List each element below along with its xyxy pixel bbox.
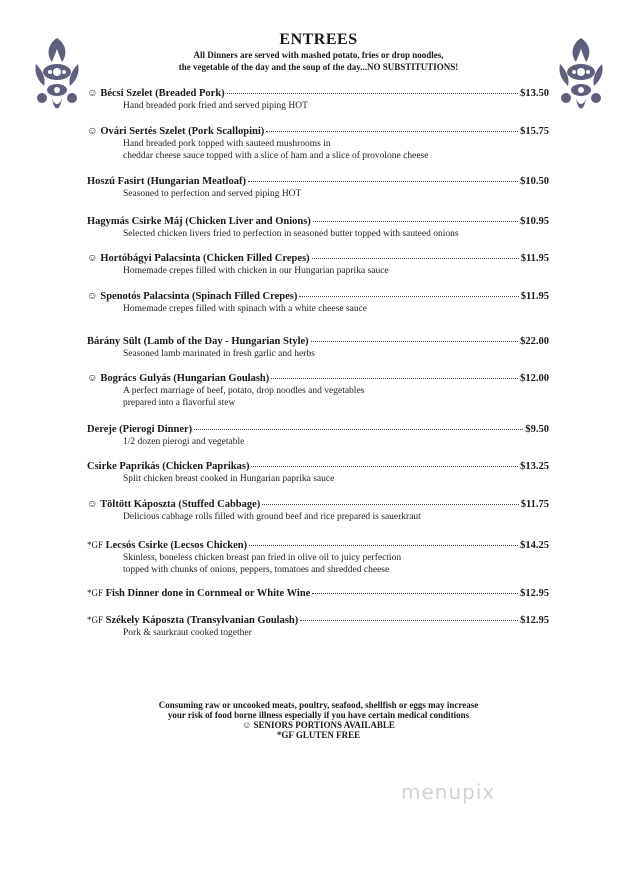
menu-item-line <box>87 252 549 265</box>
menu-item-line <box>87 498 549 511</box>
menu-item-price: $14.25 <box>520 540 549 551</box>
dot-leader <box>251 466 518 467</box>
gluten-free-marker: *GF <box>87 588 104 598</box>
gluten-free-marker: *GF <box>87 615 104 625</box>
menu-item-title: Hoszú Fasirt (Hungarian Meatloaf) <box>87 176 246 187</box>
menu-item <box>87 335 549 360</box>
menu-item-description: Homemade crepes filled with chicken in our Hungarian paprika sauce <box>123 266 389 276</box>
smiley-icon: ☺ <box>87 126 98 137</box>
menu-item-line <box>87 290 549 303</box>
dot-leader <box>266 131 518 132</box>
menu-item <box>87 423 549 448</box>
dot-leader <box>299 296 518 297</box>
menu-item-price: $11.75 <box>520 499 549 510</box>
menu-item-title: Bogrács Gulyás (Hungarian Goulash) <box>100 373 270 384</box>
gluten-free-marker: *GF <box>87 540 104 550</box>
menu-item <box>87 290 549 315</box>
menu-item-description: Skinless, boneless chicken breast pan fried in olive oil to juicy perfection <box>123 553 402 563</box>
dot-leader <box>313 221 518 222</box>
menu-item-title: Dereje (Pierogi Dinner) <box>87 424 193 435</box>
menu-item-price: $12.95 <box>520 615 549 626</box>
menu-item <box>87 87 549 112</box>
smiley-icon: ☺ <box>87 88 98 99</box>
menu-item-name <box>87 614 298 627</box>
menu-item-title: Hagymás Csirke Máj (Chicken Liver and Onions) <box>87 216 311 227</box>
page-title: ENTREES <box>279 31 358 48</box>
menu-item-price: $13.25 <box>520 461 549 472</box>
menu-item-name <box>87 539 247 552</box>
menu-item-price: $10.50 <box>520 176 549 187</box>
menu-item-title: Fish Dinner done in Cornmeal or White Wine <box>105 588 311 599</box>
menu-item <box>87 215 549 240</box>
menu-item-price: $10.95 <box>520 216 549 227</box>
menu-item-price: $22.00 <box>520 336 549 347</box>
menu-item-line <box>87 460 549 473</box>
menu-item <box>87 539 549 576</box>
dot-leader <box>194 429 523 430</box>
menu-item-description: Homemade crepes filled with spinach with a white cheese sauce <box>123 304 368 314</box>
menu-item <box>87 614 549 639</box>
menu-item-description: Seasoned to perfection and served piping HOT <box>123 189 302 199</box>
menu-item-name <box>87 175 246 188</box>
menu-item-price: $11.95 <box>520 291 549 302</box>
menu-item-line <box>87 372 549 385</box>
dot-leader <box>312 593 518 594</box>
menu-item <box>87 372 549 409</box>
menu-item-title: Székely Káposzta (Transylvanian Goulash) <box>105 615 299 626</box>
food-safety-notice: Consuming raw or uncooked meats, poultry, seafood, shellfish or eggs may increase <box>158 700 479 710</box>
subtitle-line: All Dinners are served with mashed potato, fries or drop noodles, <box>193 50 444 60</box>
menu-item-title: Spenotós Palacsinta (Spinach Filled Crepes) <box>100 291 298 302</box>
smiley-icon: ☺ <box>87 253 98 264</box>
dot-leader <box>248 181 518 182</box>
menu-item-description: prepared into a flavorful stew <box>123 398 236 408</box>
menu-item-name <box>87 125 264 138</box>
dot-leader <box>271 378 518 379</box>
menu-item-line <box>87 87 549 100</box>
menu-item-price: $12.95 <box>520 588 549 599</box>
menu-item-name <box>87 498 260 511</box>
menu-item <box>87 175 549 200</box>
menu-item-description: Seasoned lamb marinated in fresh garlic and herbs <box>123 349 315 359</box>
smiley-icon: ☺ <box>87 499 98 510</box>
seniors-note: ☺ SENIORS PORTIONS AVAILABLE <box>242 720 395 730</box>
menu-subtitle <box>0 49 637 73</box>
dot-leader <box>227 93 518 94</box>
menu-item-title: Bécsi Szelet (Breaded Pork) <box>100 88 225 99</box>
menu-item-name <box>87 87 225 100</box>
menu-item <box>87 252 549 277</box>
smiley-icon: ☺ <box>87 373 98 384</box>
menu-item-line <box>87 175 549 188</box>
dot-leader <box>249 545 518 546</box>
menu-item-title: Hortóbágyi Palacsinta (Chicken Filled Crepes) <box>100 253 310 264</box>
menu-item-description: cheddar cheese sauce topped with a slice of ham and a slice of provolone cheese <box>123 151 429 161</box>
menu-item-name <box>87 587 310 600</box>
menu-item-description: Pork & saurkraut cooked together <box>123 628 252 638</box>
dot-leader <box>311 341 518 342</box>
menu-item-description: Hand breaded pork topped with sauteed mushrooms in <box>123 139 331 149</box>
menu-item-line <box>87 215 549 228</box>
menu-item-title: Csirke Paprikás (Chicken Paprikas) <box>87 461 250 472</box>
menu-item-title: Ovári Sertés Szelet (Pork Scallopini) <box>100 126 265 137</box>
menu-item <box>87 498 549 523</box>
dot-leader <box>300 620 518 621</box>
menu-item-line <box>87 587 549 600</box>
menu-item-line <box>87 539 549 552</box>
menu-item-name <box>87 290 297 303</box>
menu-item-title: Bárány Sült (Lamb of the Day - Hungarian Style) <box>87 336 309 347</box>
smiley-icon: ☺ <box>87 291 98 302</box>
menu-item-line <box>87 614 549 627</box>
menu-item <box>87 460 549 485</box>
menu-item-line <box>87 125 549 138</box>
menu-item-price: $11.95 <box>520 253 549 264</box>
menu-item-description: Selected chicken livers fried to perfection in seasoned butter topped with sauteed onions <box>123 229 459 239</box>
menu-item-description: Split chicken breast cooked in Hungarian paprika sauce <box>123 474 335 484</box>
menu-item-name <box>87 335 309 348</box>
menu-item-line <box>87 335 549 348</box>
food-safety-notice: your risk of food borne illness especially if you have certain medical conditions <box>167 710 470 720</box>
menu-item-name <box>87 252 310 265</box>
menu-item-description: A perfect marriage of beef, potato, drop noodles and vegetables <box>123 386 365 396</box>
menu-item-description: Delicious cabbage rolls filled with ground beef and rice prepared is sauerkraut <box>123 512 421 522</box>
menu-item <box>87 587 549 600</box>
menu-item-title: Lecsós Csirke (Lecsos Chicken) <box>105 540 248 551</box>
menu-item-price: $15.75 <box>520 126 549 137</box>
menu-item-name <box>87 215 311 228</box>
menu-item-price: $9.50 <box>525 424 549 435</box>
menu-item-description: Hand breaded pork fried and served piping HOT <box>123 101 308 111</box>
menu-item-description: topped with chunks of onions, peppers, tomatoes and shredded cheese <box>123 565 390 575</box>
gluten-free-legend: *GF GLUTEN FREE <box>276 730 361 740</box>
menu-item-price: $12.00 <box>520 373 549 384</box>
menu-item-description: 1/2 dozen pierogi and vegetable <box>123 437 245 447</box>
dot-leader <box>262 504 518 505</box>
subtitle-line: the vegetable of the day and the soup of the day...NO SUBSTITUTIONS! <box>178 62 459 72</box>
dot-leader <box>312 258 519 259</box>
menu-footer <box>0 700 637 740</box>
menu-item-title: Töltött Káposzta (Stuffed Cabbage) <box>100 499 261 510</box>
menu-item-name <box>87 423 192 436</box>
menu-item-name <box>87 372 269 385</box>
watermark: menupix <box>401 780 496 804</box>
menu-item <box>87 125 549 162</box>
menu-item-price: $13.50 <box>520 88 549 99</box>
menu-item-name <box>87 460 249 473</box>
menu-item-line <box>87 423 549 436</box>
